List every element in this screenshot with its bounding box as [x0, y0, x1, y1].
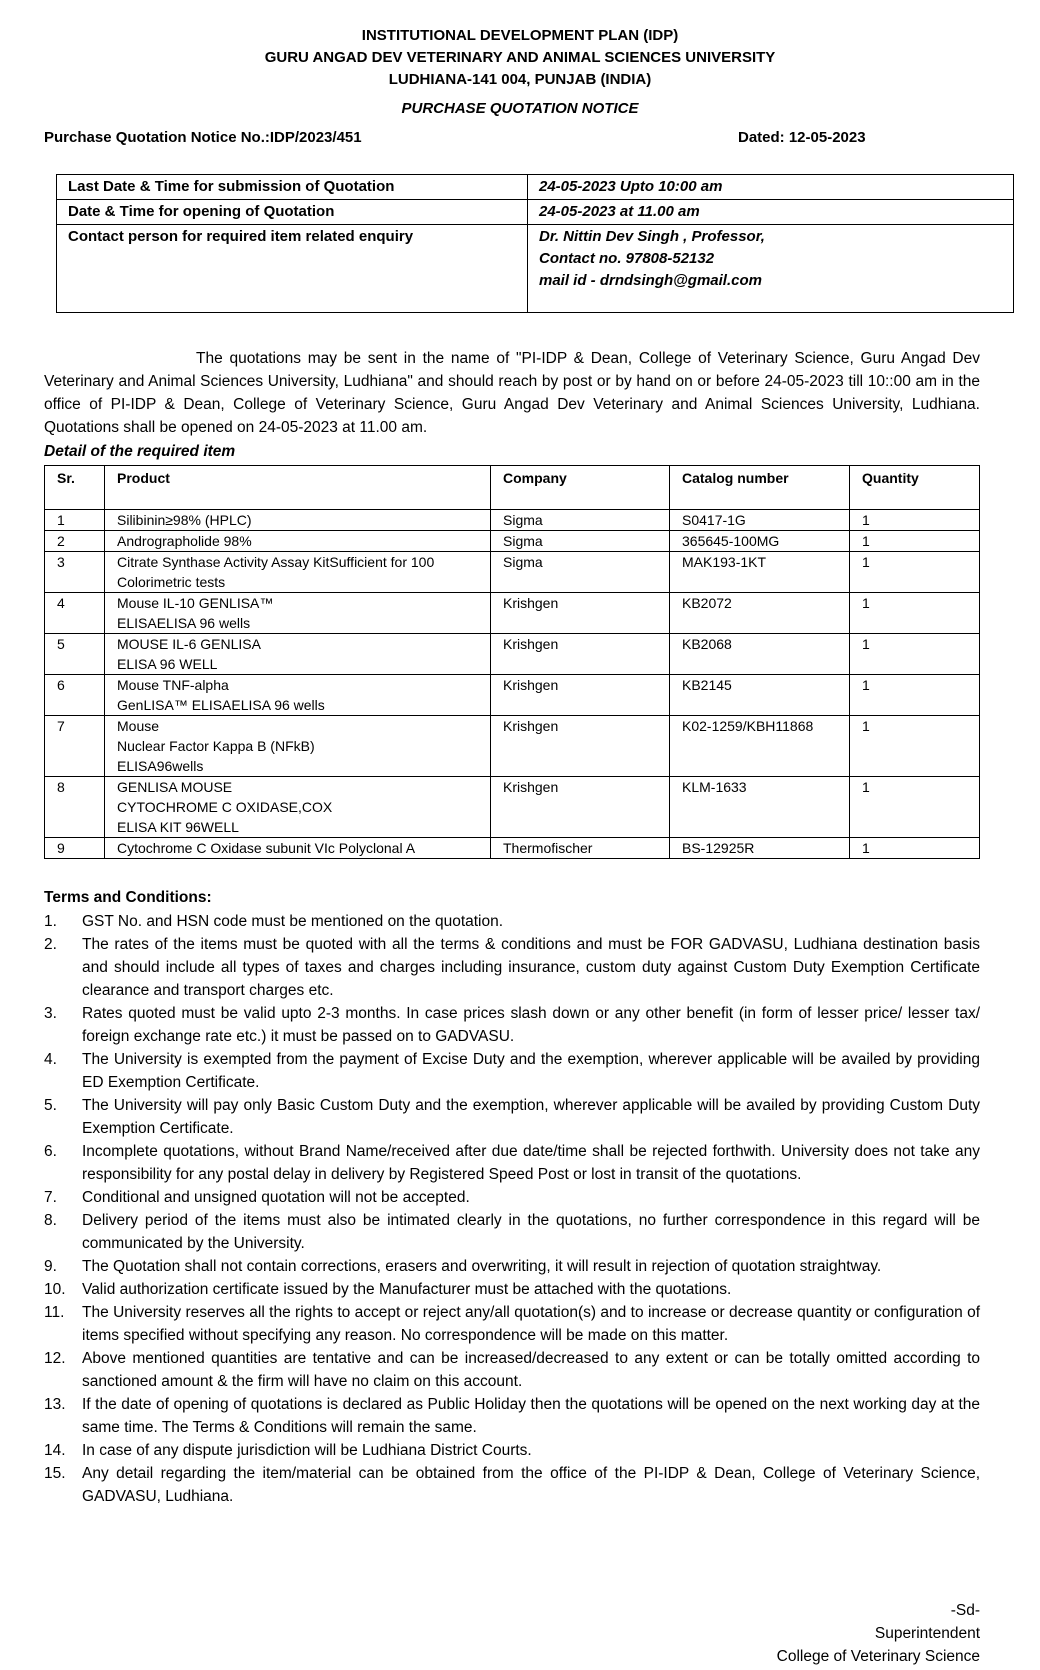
- info-value: 24-05-2023 Upto 10:00 am: [528, 175, 1014, 200]
- term-number: 6.: [44, 1143, 57, 1160]
- header-line-2: GURU ANGAD DEV VETERINARY AND ANIMAL SCIENCES UNIVERSITY: [264, 49, 776, 66]
- cell-sr: 5: [45, 634, 105, 675]
- cell-company: Krishgen: [491, 634, 670, 675]
- cell-quantity: 1: [850, 531, 980, 552]
- table-row: [45, 552, 980, 593]
- info-label: Contact person for required item related enquiry: [57, 225, 528, 313]
- cell-sr: 3: [45, 552, 105, 593]
- notice-date: Dated: 12-05-2023: [738, 129, 866, 146]
- items-table-header: [45, 466, 980, 510]
- cell-company: Sigma: [491, 552, 670, 593]
- info-value: Dr. Nittin Dev Singh , Professor, Contact no. 97808-52132 mail id - drndsingh@gmail.com: [528, 225, 1014, 313]
- column-header-quantity: Quantity: [850, 466, 980, 510]
- info-row: [57, 175, 1014, 200]
- term-number: 4.: [44, 1051, 57, 1068]
- cell-quantity: 1: [850, 634, 980, 675]
- cell-product: Silibinin≥98% (HPLC): [105, 510, 491, 531]
- term-text: GST No. and HSN code must be mentioned on the quotation.: [82, 913, 504, 930]
- cell-quantity: 1: [850, 777, 980, 838]
- table-row: [45, 593, 980, 634]
- table-row: [45, 838, 980, 859]
- term-number: 2.: [44, 936, 57, 953]
- term-item: [44, 1002, 980, 1048]
- term-text: The rates of the items must be quoted with all the terms & conditions and must be FOR GADVASU, Ludhiana destination basis and should include all types of taxes and charges including insurance, custom duty against Custom Duty Exemption Certificate clearance and transport charges etc.: [82, 936, 980, 999]
- cell-sr: 8: [45, 777, 105, 838]
- cell-quantity: 1: [850, 716, 980, 777]
- cell-product: Mouse IL-10 GENLISA™ ELISAELISA 96 wells: [105, 593, 491, 634]
- term-item: [44, 1278, 980, 1301]
- terms-list: [44, 910, 980, 1508]
- intro-paragraph: [44, 347, 980, 439]
- term-number: 9.: [44, 1258, 57, 1275]
- intro-paragraph-text: The quotations may be sent in the name of "PI-IDP & Dean, College of Veterinary Science, Guru Angad Dev Veterinary and Animal Sciences University, Ludhiana" and should reach by post or by hand on or before 24-05-2023 till 10::00 am in the office of PI-IDP & Dean, College of Veterinary Science, Guru Angad Dev Veterinary and Animal Sciences University, Ludhiana. Quotations shall be opened on 24-05-2023 at 11.00 am.: [44, 350, 980, 436]
- term-number: 14.: [44, 1442, 66, 1459]
- column-header-company: Company: [491, 466, 670, 510]
- term-item: [44, 1347, 980, 1393]
- terms-title: Terms and Conditions:: [44, 889, 212, 906]
- term-text: Above mentioned quantities are tentative and can be increased/decreased to any extent or can be totally omitted according to sanctioned amount & the firm will have no claim on this account.: [82, 1350, 980, 1390]
- term-item: [44, 1301, 980, 1347]
- cell-sr: 4: [45, 593, 105, 634]
- term-item: [44, 1094, 980, 1140]
- term-text: Rates quoted must be valid upto 2-3 months. In case prices slash down or any other benefit (in form of lesser price/ lesser tax/ foreign exchange rate etc.) it must be passed on to GADVASU.: [82, 1005, 980, 1045]
- header-line-1: INSTITUTIONAL DEVELOPMENT PLAN (IDP): [361, 27, 679, 44]
- cell-product: Cytochrome C Oxidase subunit VIc Polyclonal A: [105, 838, 491, 859]
- cell-quantity: 1: [850, 675, 980, 716]
- term-text: Valid authorization certificate issued by the Manufacturer must be attached with the quotations.: [82, 1281, 732, 1298]
- cell-quantity: 1: [850, 593, 980, 634]
- cell-catalog: KB2068: [670, 634, 850, 675]
- term-number: 15.: [44, 1465, 66, 1482]
- term-text: The University reserves all the rights to accept or reject any/all quotation(s) and to increase or decrease quantity or configuration of items specified without specifying any reason. No correspondence will be made on this matter.: [82, 1304, 980, 1344]
- info-row: [57, 225, 1014, 313]
- cell-catalog: MAK193-1KT: [670, 552, 850, 593]
- cell-catalog: KB2145: [670, 675, 850, 716]
- cell-sr: 6: [45, 675, 105, 716]
- cell-catalog: KLM-1633: [670, 777, 850, 838]
- document-header: [0, 25, 1040, 91]
- info-label: Date & Time for opening of Quotation: [57, 200, 528, 225]
- header-line-3: LUDHIANA-141 004, PUNJAB (INDIA): [388, 71, 652, 88]
- items-table: [44, 465, 980, 859]
- term-item: [44, 1209, 980, 1255]
- cell-catalog: BS-12925R: [670, 838, 850, 859]
- column-header-catalog: Catalog number: [670, 466, 850, 510]
- term-number: 3.: [44, 1005, 57, 1022]
- term-item: [44, 1462, 980, 1508]
- cell-company: Krishgen: [491, 777, 670, 838]
- info-label: Last Date & Time for submission of Quotation: [57, 175, 528, 200]
- signature-designation: Superintendent: [874, 1625, 980, 1642]
- table-row: [45, 634, 980, 675]
- cell-product: Mouse TNF-alpha GenLISA™ ELISAELISA 96 wells: [105, 675, 491, 716]
- term-text: Any detail regarding the item/material can be obtained from the office of the PI-IDP & Dean, College of Veterinary Science, GADVASU, Ludhiana.: [82, 1465, 980, 1505]
- cell-quantity: 1: [850, 838, 980, 859]
- term-text: The University will pay only Basic Custom Duty and the exemption, wherever applicable will be availed by providing Custom Duty Exemption Certificate.: [82, 1097, 980, 1137]
- term-number: 5.: [44, 1097, 57, 1114]
- term-item: [44, 910, 980, 933]
- info-value: 24-05-2023 at 11.00 am: [528, 200, 1014, 225]
- cell-product: Mouse Nuclear Factor Kappa B (NFkB) ELISA96wells: [105, 716, 491, 777]
- cell-company: Sigma: [491, 510, 670, 531]
- signature-sd: -Sd-: [950, 1602, 980, 1619]
- term-number: 11.: [44, 1304, 65, 1321]
- term-item: [44, 1186, 980, 1209]
- term-text: Conditional and unsigned quotation will not be accepted.: [82, 1189, 470, 1206]
- cell-sr: 9: [45, 838, 105, 859]
- cell-product: Andrographolide 98%: [105, 531, 491, 552]
- term-item: [44, 933, 980, 1002]
- cell-catalog: 365645-100MG: [670, 531, 850, 552]
- term-item: [44, 1140, 980, 1186]
- cell-product: GENLISA MOUSE CYTOCHROME C OXIDASE,COX ELISA KIT 96WELL: [105, 777, 491, 838]
- cell-catalog: K02-1259/KBH11868: [670, 716, 850, 777]
- cell-product: Citrate Synthase Activity Assay KitSufficient for 100 Colorimetric tests: [105, 552, 491, 593]
- cell-quantity: 1: [850, 552, 980, 593]
- cell-company: Thermofischer: [491, 838, 670, 859]
- signature-office: College of Veterinary Science: [776, 1648, 980, 1665]
- table-row: [45, 675, 980, 716]
- term-text: If the date of opening of quotations is declared as Public Holiday then the quotations will be opened on the next working day at the same time. The Terms & Conditions will remain the same.: [82, 1396, 980, 1436]
- cell-sr: 1: [45, 510, 105, 531]
- column-header-product: Product: [105, 466, 491, 510]
- term-number: 7.: [44, 1189, 57, 1206]
- quotation-info-table: [56, 174, 1014, 313]
- info-row: [57, 200, 1014, 225]
- cell-catalog: KB2072: [670, 593, 850, 634]
- detail-heading: Detail of the required item: [44, 443, 236, 460]
- cell-sr: 7: [45, 716, 105, 777]
- term-text: Delivery period of the items must also be intimated clearly in the quotations, no further correspondence in this regard will be communicated by the University.: [82, 1212, 980, 1252]
- cell-catalog: S0417-1G: [670, 510, 850, 531]
- term-text: The Quotation shall not contain corrections, erasers and overwriting, it will result in rejection of quotation straightway.: [82, 1258, 882, 1275]
- term-number: 12.: [44, 1350, 66, 1367]
- term-item: [44, 1439, 980, 1462]
- table-row: [45, 531, 980, 552]
- table-row: [45, 510, 980, 531]
- notice-number: Purchase Quotation Notice No.:IDP/2023/451: [44, 129, 362, 146]
- table-row: [45, 716, 980, 777]
- term-item: [44, 1255, 980, 1278]
- term-number: 8.: [44, 1212, 57, 1229]
- term-text: The University is exempted from the payment of Excise Duty and the exemption, wherever applicable will be availed by providing ED Exemption Certificate.: [82, 1051, 980, 1091]
- cell-company: Krishgen: [491, 593, 670, 634]
- cell-company: Sigma: [491, 531, 670, 552]
- term-text: In case of any dispute jurisdiction will be Ludhiana District Courts.: [82, 1442, 532, 1459]
- table-row: [45, 777, 980, 838]
- term-item: [44, 1048, 980, 1094]
- cell-product: MOUSE IL-6 GENLISA ELISA 96 WELL: [105, 634, 491, 675]
- term-text: Incomplete quotations, without Brand Name/received after due date/time shall be rejected forthwith. University does not take any responsibility for any postal delay in delivery by Registered Speed Post or lost in transit of the quotations.: [82, 1143, 980, 1183]
- document-subtitle: PURCHASE QUOTATION NOTICE: [401, 100, 639, 117]
- cell-company: Krishgen: [491, 675, 670, 716]
- cell-company: Krishgen: [491, 716, 670, 777]
- column-header-sr: Sr.: [45, 466, 105, 510]
- term-number: 13.: [44, 1396, 66, 1413]
- cell-sr: 2: [45, 531, 105, 552]
- term-number: 1.: [44, 913, 57, 930]
- cell-quantity: 1: [850, 510, 980, 531]
- term-number: 10.: [44, 1281, 66, 1298]
- term-item: [44, 1393, 980, 1439]
